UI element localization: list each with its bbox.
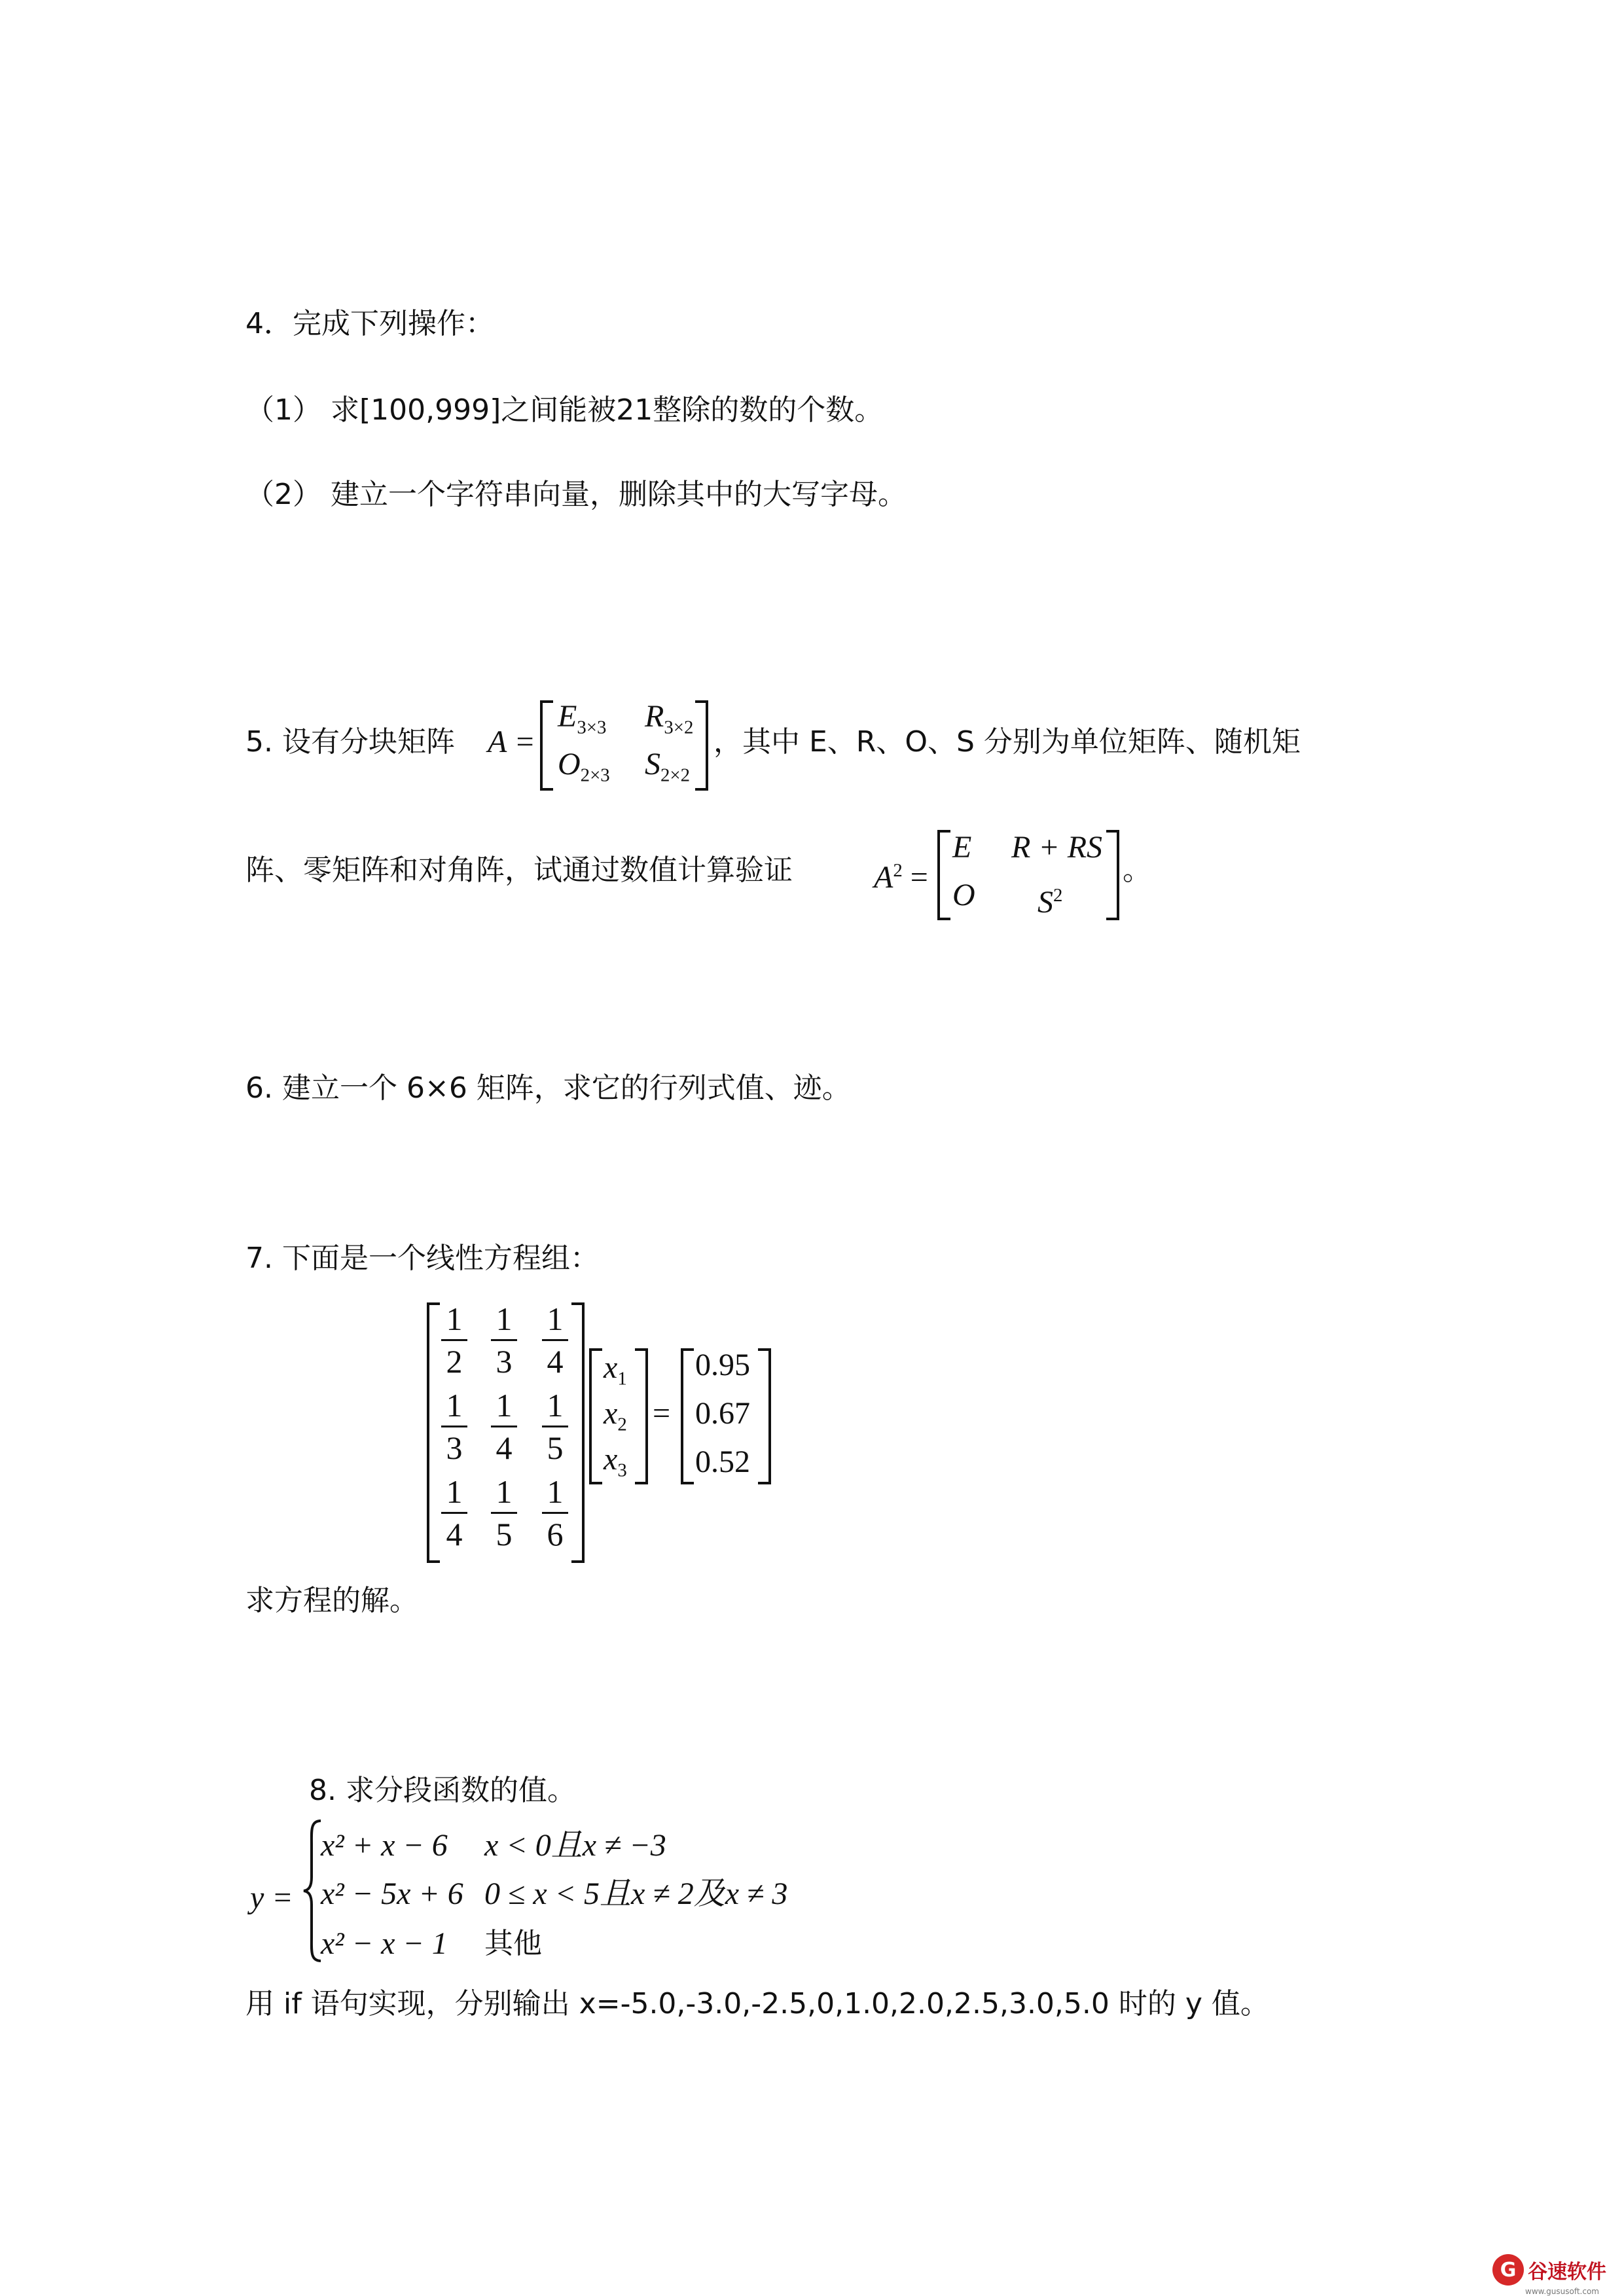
q7-title: 7. 下面是一个线性方程组： (245, 1242, 599, 1275)
matrix-a2-left-bracket (937, 830, 950, 920)
q4-item-1: （1） 求[100,999]之间能被21整除的数的个数。 (245, 393, 884, 427)
matrix-a-left-bracket (540, 700, 553, 791)
q5-prefix: 5. 设有分块矩阵 (245, 725, 455, 759)
q5-a2-lhs: $A^2$ = (874, 860, 928, 895)
rhs-2: 0.67 (695, 1396, 750, 1431)
var-x2: $x_2$ (604, 1396, 627, 1435)
q8-after: 用 if 语句实现，分别输出 x=-5.0,-3.0,-2.5,0,1.0,2.0,2.5,3.0,5.0 时的 y 值。 (245, 1987, 1269, 2020)
q6-text: 6. 建立一个 6×6 矩阵，求它的行列式值、迹。 (245, 1071, 851, 1105)
coef-r3c3: 1 6 (541, 1473, 569, 1553)
matrix-a-e21: $O_{2\times 3}$ (558, 747, 610, 786)
q8-title: 8. 求分段函数的值。 (309, 1774, 576, 1807)
q5-matrix-a-lhs: A = (488, 725, 535, 759)
coef-r2c2: 1 4 (490, 1386, 518, 1467)
q5-line2-suffix: 。 (1123, 853, 1151, 887)
logo-mark: G (1492, 2254, 1524, 2286)
rhs-1: 0.95 (695, 1348, 750, 1382)
matrix-a2-right-bracket (1106, 830, 1119, 920)
coef-r1c2: 1 3 (490, 1300, 518, 1380)
coef-r1c3: 1 4 (541, 1300, 569, 1380)
vars-right-bracket (635, 1348, 648, 1484)
coef-right-bracket (571, 1302, 585, 1563)
matrix-a2-e11: E (952, 830, 972, 865)
case-3-cond: 其他 (484, 1927, 542, 1960)
matrix-a2-e21: O (952, 878, 975, 912)
coef-r1c1: 1 2 (440, 1300, 469, 1380)
matrix-a-right-bracket (695, 700, 708, 791)
case-2-expr: x² − 5x + 6 (321, 1876, 463, 1911)
rhs-left-bracket (681, 1348, 694, 1484)
q4-title: 4．完成下列操作： (245, 307, 494, 340)
matrix-a2-e22: $S^2$ (1038, 885, 1063, 920)
q4-item-2: （2） 建立一个字符串向量，删除其中的大写字母。 (245, 478, 907, 511)
q5-line2-prefix: 阵、零矩阵和对角阵，试通过数值计算验证 (245, 853, 793, 887)
coef-r3c1: 1 4 (440, 1473, 469, 1553)
q7-after: 求方程的解。 (245, 1584, 418, 1617)
vars-left-bracket (589, 1348, 602, 1484)
rhs-3: 0.52 (695, 1444, 750, 1479)
logo-url: www.gususoft.com (1525, 2287, 1599, 2296)
matrix-a-e12: $R_{3\times 2}$ (645, 699, 694, 738)
case-1-expr: x² + x − 6 (321, 1828, 448, 1863)
logo-name: 谷速软件 (1528, 2261, 1606, 2284)
var-x3: $x_3$ (604, 1442, 627, 1481)
coef-left-bracket (427, 1302, 440, 1563)
watermark-logo (1492, 2251, 1617, 2288)
case-1-cond: x < 0且x ≠ −3 (484, 1828, 666, 1863)
matrix-a-e11: $E_{3\times 3}$ (558, 699, 607, 738)
coef-r3c2: 1 5 (490, 1473, 518, 1553)
q5-suffix: ，其中 E、R、O、S 分别为单位矩阵、随机矩 (713, 725, 1301, 759)
rhs-right-bracket (758, 1348, 771, 1484)
piecewise-lhs: y = (250, 1880, 293, 1915)
case-2-cond: 0 ≤ x < 5且x ≠ 2及x ≠ 3 (484, 1876, 788, 1911)
case-3-expr: x² − x − 1 (321, 1926, 448, 1961)
var-x1: $x_1$ (604, 1350, 627, 1390)
matrix-a-e22: $S_{2\times 2}$ (645, 747, 691, 786)
matrix-a2-e12: R + RS (1011, 830, 1103, 865)
coef-r2c1: 1 3 (440, 1386, 469, 1467)
equals-sign: = (653, 1396, 671, 1431)
coef-r2c3: 1 5 (541, 1386, 569, 1467)
